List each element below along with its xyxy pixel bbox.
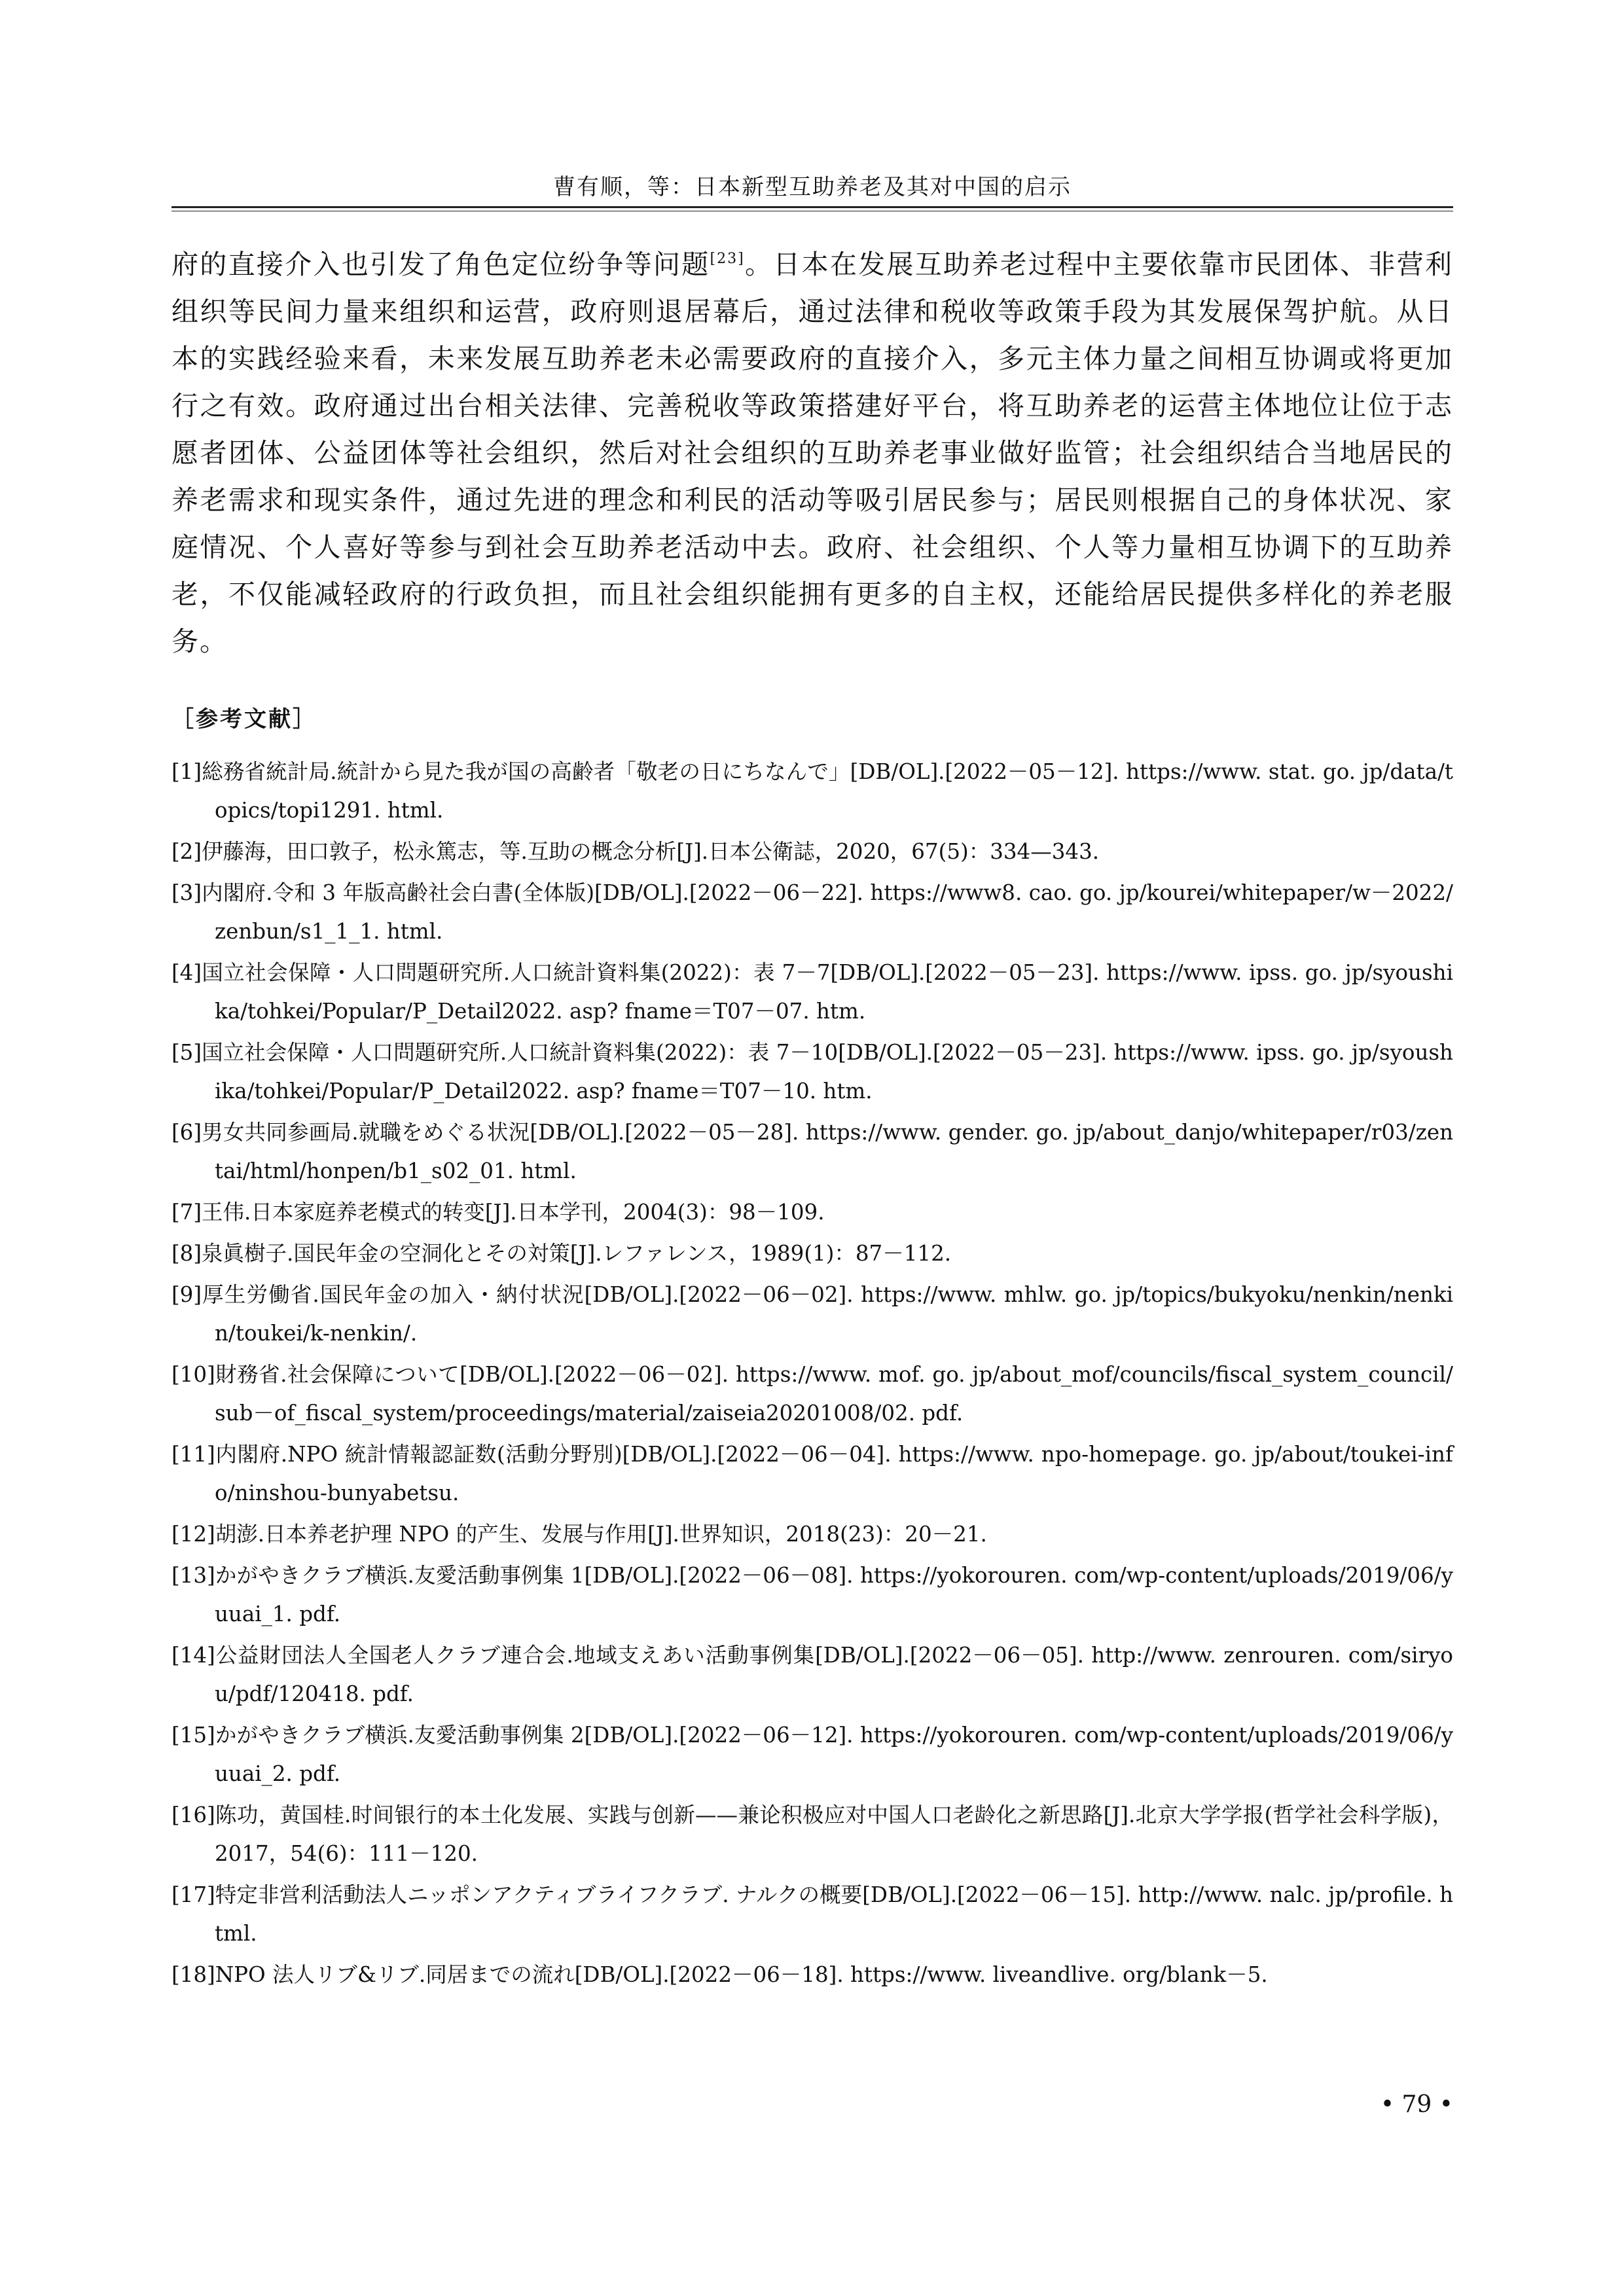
reference-item: [16]陈功，黄国桂.时间银行的本土化发展、实践与创新——兼论积极应对中国人口老龄化之新思路[J].北京大学学报(哲学社会科学版)，2017，54(6)：111－120. <box>171 1803 1453 1866</box>
reference-list <box>171 753 1453 1997</box>
reference-item: [18]NPO 法人リブ&リブ.同居までの流れ[DB/OL].[2022－06－18]. https://www. liveandlive. org/blank－5. <box>171 1962 1268 1987</box>
reference-item: [15]かがやきクラブ横浜.友愛活動事例集 2[DB/OL].[2022－06－12]. https://yokorouren. com/wp-content/uploads/2019/06/yuuai_2. pdf. <box>171 1723 1453 1786</box>
reference-item: [9]厚生労働省.国民年金の加入・納付状況[DB/OL].[2022－06－02]. https://www. mhlw. go. jp/topics/bukyoku/nenkin/nenkin/toukei/k-nenkin/. <box>171 1282 1453 1346</box>
reference-item: [11]内閣府.NPO 統計情報認証数(活動分野別)[DB/OL].[2022－06－04]. https://www. npo-homepage. go. jp/about/toukei-info/ninshou-bunyabetsu. <box>171 1442 1453 1505</box>
page-number: • 79 • <box>1380 2091 1453 2118</box>
reference-item: [3]内閣府.令和 3 年版高齢社会白書(全体版)[DB/OL].[2022－06－22]. https://www8. cao. go. jp/kourei/whitepaper/w－2022/zenbun/s1_1_1. html. <box>171 880 1453 944</box>
reference-item: [8]泉眞樹子.国民年金の空洞化とその対策[J].レファレンス，1989(1)：87－112. <box>171 1241 952 1266</box>
header-rule <box>171 206 1453 208</box>
reference-item: [13]かがやきクラブ横浜.友愛活動事例集 1[DB/OL].[2022－06－08]. https://yokorouren. com/wp-content/uploads/2019/06/yuuai_1. pdf. <box>171 1563 1453 1626</box>
reference-item: [12]胡澎.日本养老护理 NPO 的产生、发展与作用[J].世界知识，2018(23)：20－21. <box>171 1522 987 1547</box>
reference-item: [14]公益財団法人全国老人クラブ連合会.地域支えあい活動事例集[DB/OL].[2022－06－05]. http://www. zenrouren. com/siryou/pdf/120418. pdf. <box>171 1643 1453 1706</box>
body-text-start: 府的直接介入也引发了角色定位纷争等问题 <box>171 249 710 280</box>
reference-item: [7]王伟.日本家庭养老模式的转变[J].日本学刊，2004(3)：98－109. <box>171 1200 825 1225</box>
reference-item: [17]特定非営利活動法人ニッポンアクティブライフクラブ. ナルクの概要[DB/OL].[2022－06－15]. http://www. nalc. jp/profile. html. <box>171 1882 1453 1946</box>
reference-item: [4]国立社会保障・人口問題研究所.人口統計資料集(2022)：表 7－7[DB/OL].[2022－05－23]. https://www. ipss. go. jp/syoushika/tohkei/Popular/P_Detail2022. asp? fname＝T07－07. htm. <box>171 960 1453 1024</box>
references-heading: ［参考文献］ <box>171 706 317 732</box>
reference-item: [5]国立社会保障・人口問題研究所.人口統計資料集(2022)：表 7－10[DB/OL].[2022－05－23]. https://www. ipss. go. jp/syoushika/tohkei/Popular/P_Detail2022. asp? fname＝T07－10. htm. <box>171 1040 1453 1103</box>
body-text-rest: 。日本在发展互助养老过程中主要依靠市民团体、非营利组织等民间力量来组织和运营，政府则退居幕后，通过法律和税收等政策手段为其发展保驾护航。从日本的实践经验来看，未来发展互助养老未必需要政府的直接介入，多元主体力量之间相互协调或将更加行之有效。政府通过出台相关法律、完善税收等政策搭建好平台，将互助养老的运营主体地位让位于志愿者团体、公益团体等社会组织，然后对社会组织的互助养老事业做好监管；社会组织结合当地居民的养老需求和现实条件，通过先进的理念和利民的活动等吸引居民参与；居民则根据自己的身体状况、家庭情况、个人喜好等参与到社会互助养老活动中去。政府、社会组织、个人等力量相互协调下的互助养老，不仅能减轻政府的行政负担，而且社会组织能拥有更多的自主权，还能给居民提供多样化的养老服务。 <box>171 249 1454 657</box>
reference-item: [1]総務省統計局.統計から見た我が国の高齢者「敬老の日にちなんで」[DB/OL].[2022－05－12]. https://www. stat. go. jp/data/topics/topi1291. html. <box>171 759 1453 823</box>
running-header: 曹有顺，等：日本新型互助养老及其对中国的启示 <box>553 174 1072 200</box>
body-paragraph <box>171 241 1453 665</box>
reference-item: [10]財務省.社会保障について[DB/OL].[2022－06－02]. https://www. mof. go. jp/about_mof/councils/fiscal_system_council/sub－of_fiscal_system/proceedings/material/zaiseia20201008/02. pdf. <box>171 1362 1453 1426</box>
reference-item: [6]男女共同参画局.就職をめぐる状況[DB/OL].[2022－05－28]. https://www. gender. go. jp/about_danjo/whitepaper/r03/zentai/html/honpen/b1_s02_01. html. <box>171 1120 1453 1183</box>
citation-marker[interactable]: [23] <box>710 251 745 267</box>
reference-item: [2]伊藤海，田口敦子，松永篤志，等.互助の概念分析[J].日本公衛誌，2020，67(5)：334—343. <box>171 839 1100 864</box>
